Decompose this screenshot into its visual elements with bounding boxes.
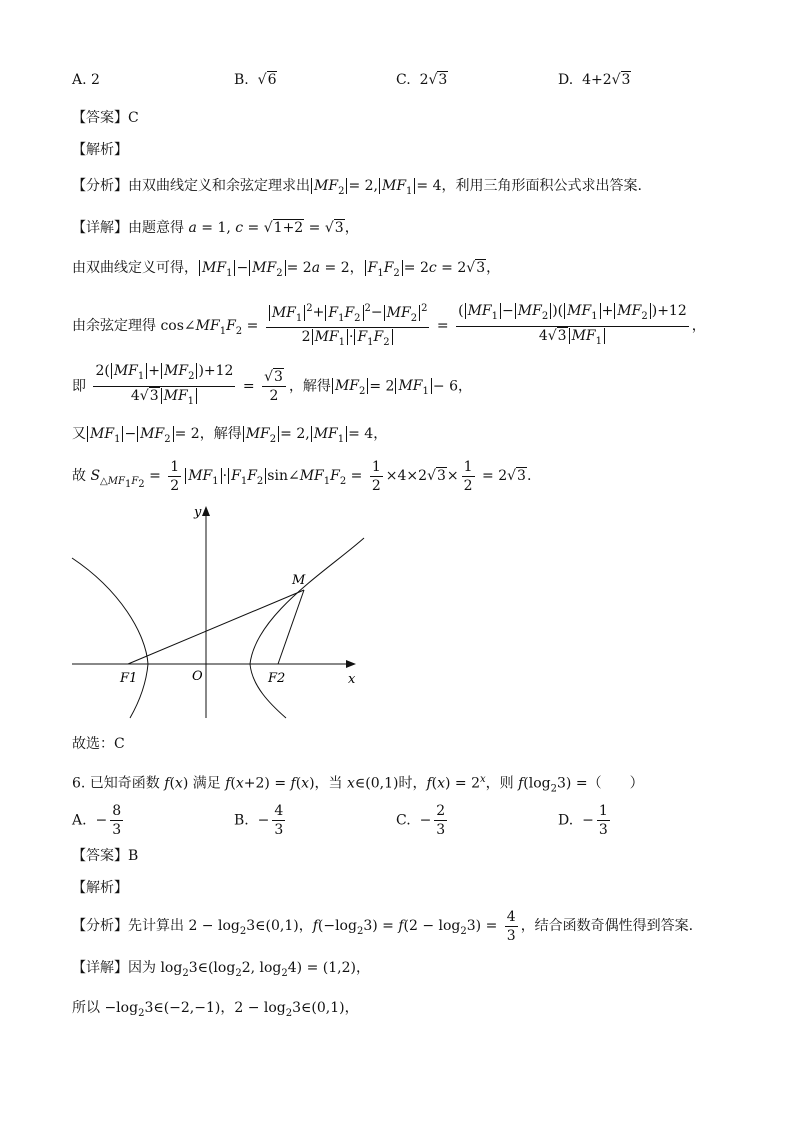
q5-option-c: C. 2√3 xyxy=(396,72,448,88)
hyperbola-left-branch xyxy=(72,558,148,718)
q5-option-d: D. 4+2√3 xyxy=(558,72,631,88)
q6-detail-1: 【详解】因为 $\log_23\in(\log_22$, $\log_24) = (1,2)$， xyxy=(72,960,370,979)
segment-m-f2 xyxy=(278,590,304,664)
q6-option-a: A. − $\frac{8}{3}$ xyxy=(72,803,122,838)
q5-option-a-text: A. 2 xyxy=(72,72,100,88)
q5-answer: 【答案】C xyxy=(72,110,139,126)
q6-option-d: D. − $\frac{1}{3}$ xyxy=(558,803,608,838)
q5-detail-1: 【详解】由题意得 a = 1, c = √1+2 = √3， xyxy=(72,220,359,236)
label-o: O xyxy=(192,669,203,684)
q6-stem: 6. 已知奇函数 f(x) 满足 f(x+2) = f(x)，当 x∈(0,1)时，$f(x) = 2^x$，则 $f(\log_23)$ =（ ） xyxy=(72,774,644,795)
q5-fenxi: 【分析】由双曲线定义和余弦定理求出 $MF_2 = 2$, $MF_1 = 4$，利用三角形面积公式求出答案. xyxy=(72,178,642,197)
q5-detail-3: 由余弦定理得 $\cos\angle MF_1F_2$ = $\frac{MF_1^2+ F_1F_2^2- MF_2^2}{2 MF_1 \cdot F_1F_2}$ = $\frac{( MF_1 - MF_2 )( MF_1 + MF_2 )+12}{4√3 MF_1}$ ， xyxy=(72,300,706,352)
q5-detail-2: 由双曲线定义可得， $MF_1 - MF_2 = 2a = 2$， $F_1F_2 = 2c = 2√3$， xyxy=(72,260,501,279)
q5-choice: 故选：C xyxy=(72,736,125,752)
label-f1: F1 xyxy=(120,671,138,686)
label-y: y xyxy=(194,505,202,520)
x-axis-arrow xyxy=(346,660,356,668)
q6-fenxi: 【分析】先计算出 $2 - \log_23\in(0,1)$，$f(-\log_23) = f(2 - \log_23)$ = $\frac{4}{3}$ ，结合函数奇偶性得到答案. xyxy=(72,908,694,944)
q5-option-b: B. √6 xyxy=(234,72,277,88)
label-m: M xyxy=(292,573,306,588)
q5-detail-5: 又 $MF_1 - MF_2 = 2$，解得 $MF_2 = 2$, $MF_1 = 4$， xyxy=(72,426,388,445)
q5-detail-6: 故 $S_{\triangle MF_1F_2}$ = $\frac{1}{2}$ $MF_1 \cdot F_1F_2$ $\sin\angle MF_1F_2$ = $\frac{1}{2}$ ×4×2√3× $\frac{1}{2}$ = 2√3. xyxy=(72,458,532,494)
y-axis-arrow xyxy=(202,506,210,516)
q5-detail-4: 即 $\frac{2( MF_1 + MF_2 )+12}{4√3 MF_1}$ = $\frac{√3}{2}$ ，解得 $MF_2 = 2$ $MF_1 - 6$， xyxy=(72,363,472,407)
q6-option-b: B. − $\frac{4}{3}$ xyxy=(234,803,284,838)
hyperbola-right-branch xyxy=(250,538,364,718)
q6-option-c: C. − $\frac{2}{3}$ xyxy=(396,803,446,838)
hyperbola-figure xyxy=(60,500,380,730)
q6-detail-2: 所以 $-\log_23\in(-2,-1)$，$2 - \log_23\in(0,1)$， xyxy=(72,1000,359,1019)
segment-f1-m xyxy=(128,590,304,664)
label-x: x xyxy=(348,672,356,687)
q6-answer: 【答案】B xyxy=(72,848,139,864)
q5-option-a xyxy=(72,72,100,88)
q5-analysis-head: 【解析】 xyxy=(72,142,128,158)
q6-analysis-head: 【解析】 xyxy=(72,880,128,896)
label-f2: F2 xyxy=(268,671,286,686)
